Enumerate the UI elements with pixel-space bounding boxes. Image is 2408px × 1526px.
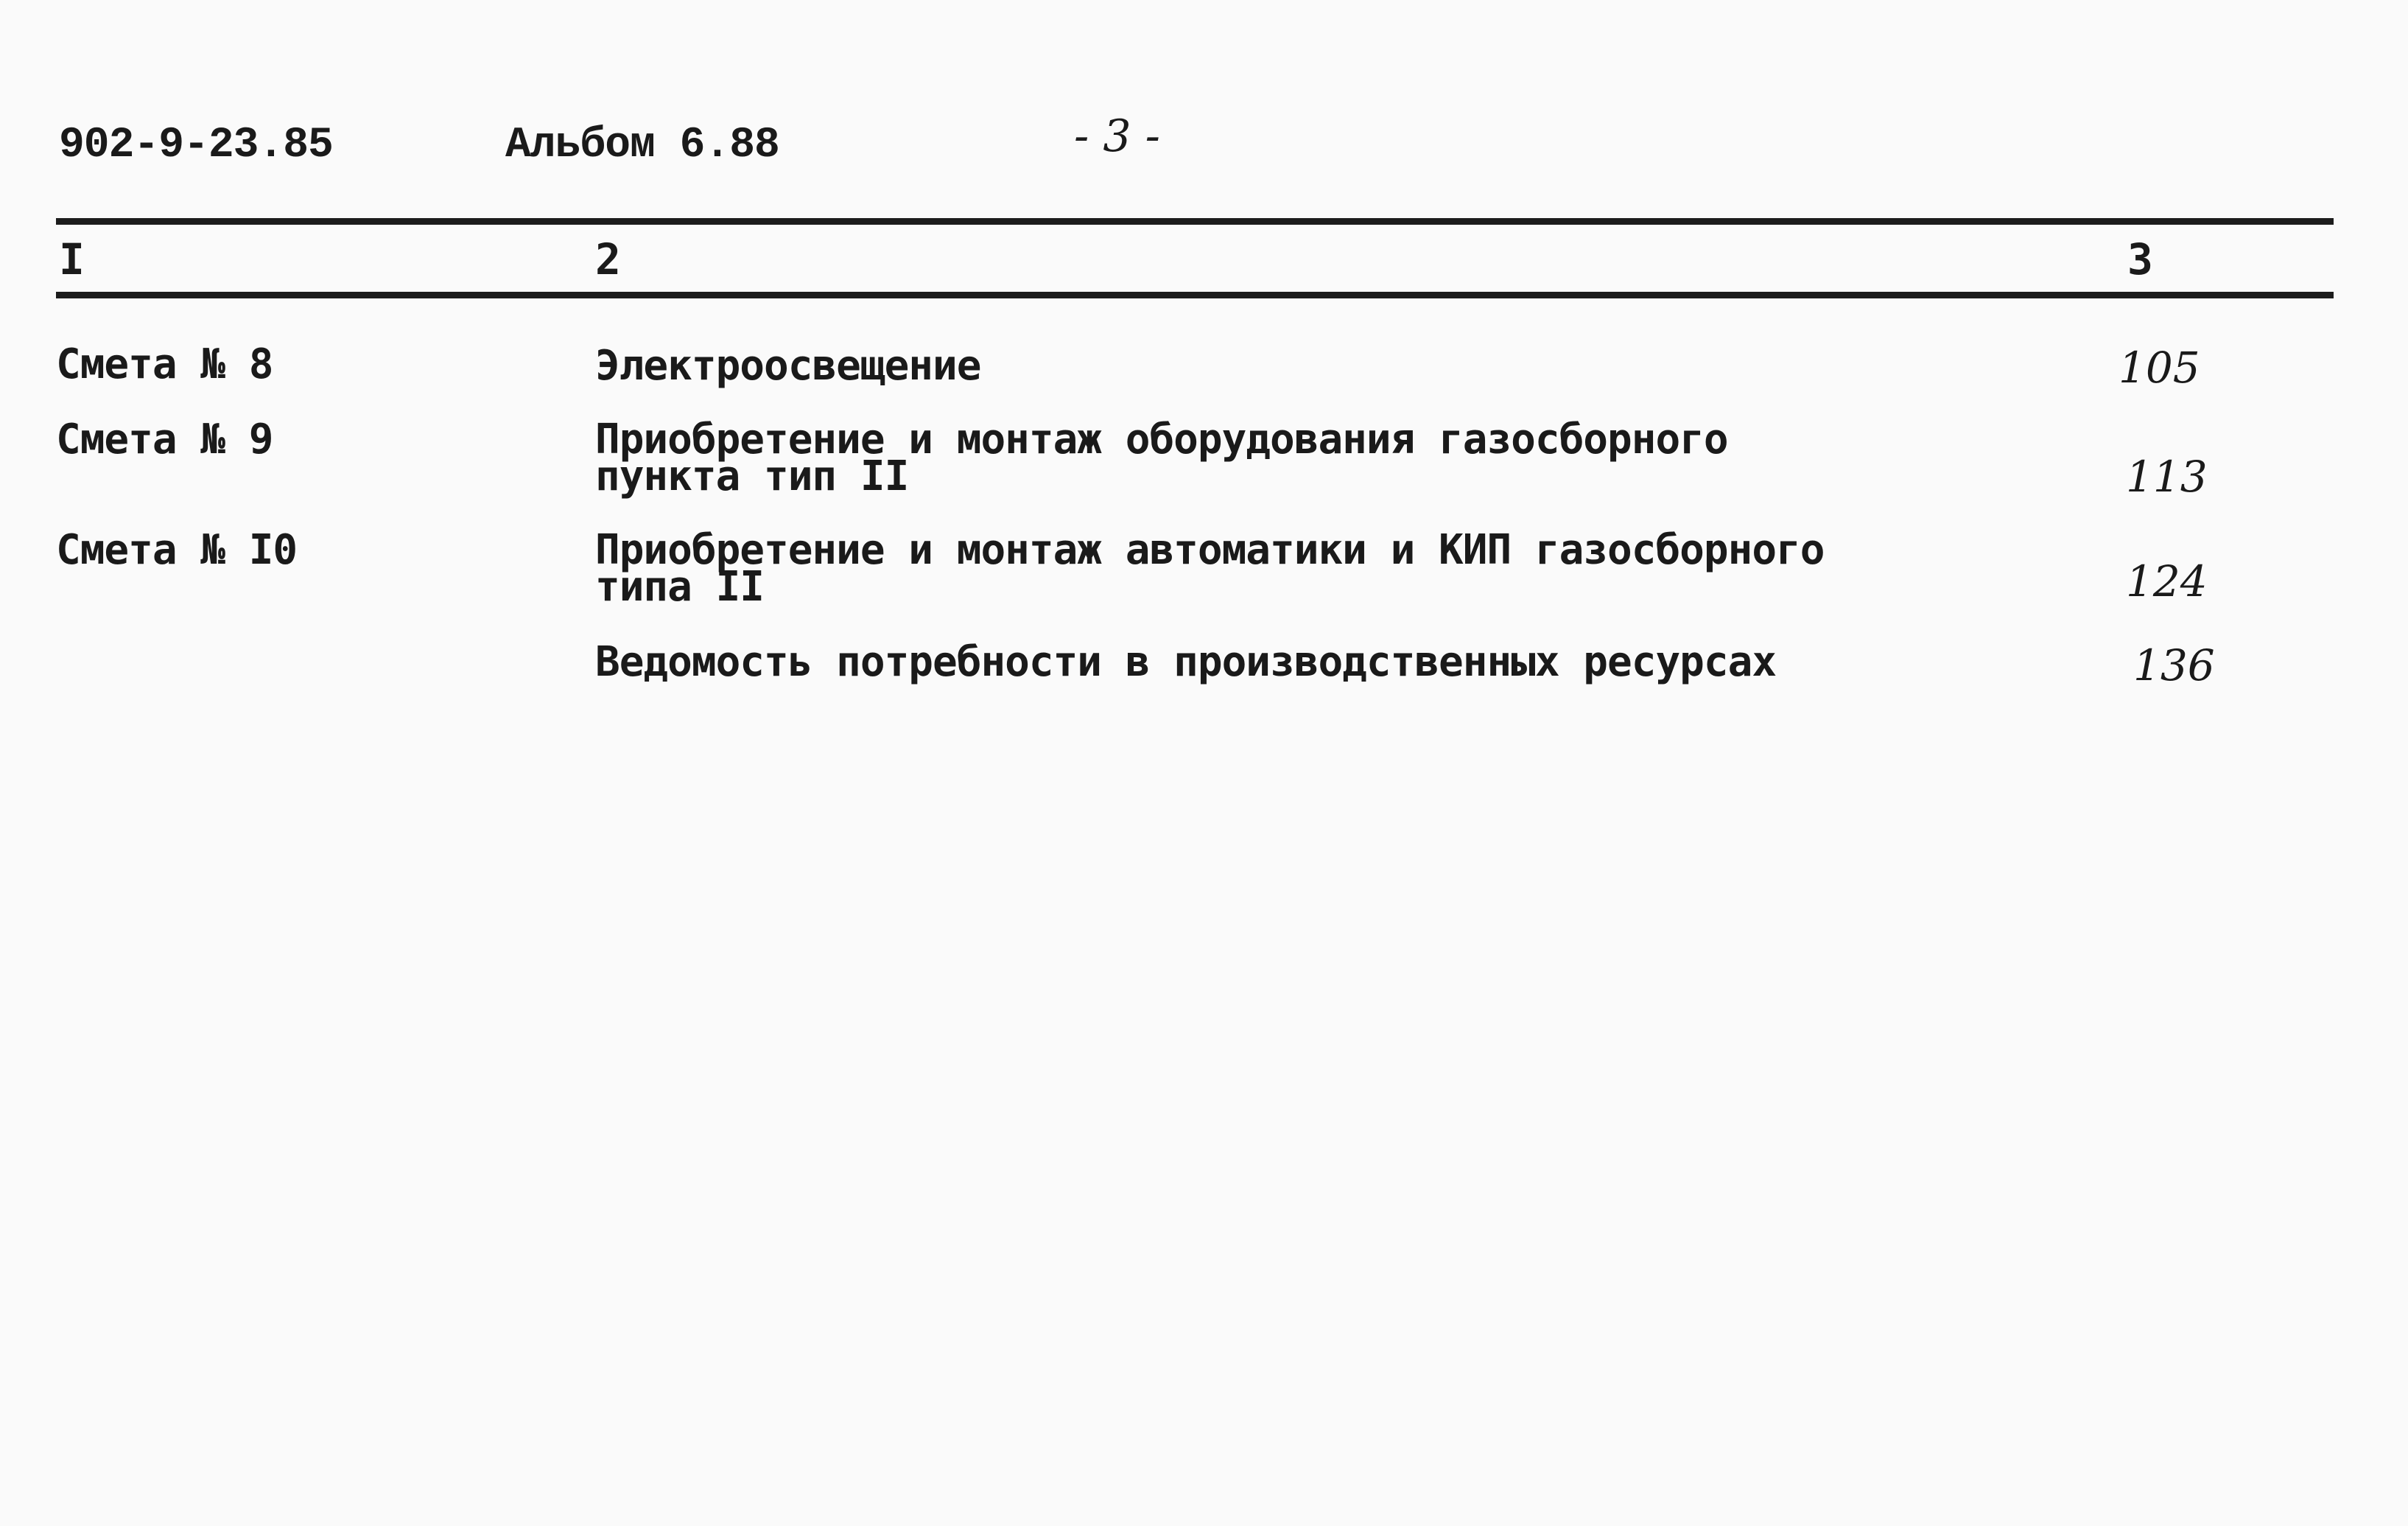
row-2-title-line-1: Приобретение и монтаж оборудования газосборного — [595, 416, 1728, 463]
row-4-page: 136 — [2133, 640, 2215, 690]
column-header-1: I — [59, 234, 85, 284]
table-top-rule — [56, 218, 2334, 225]
page-number: - 3 - — [1074, 111, 1160, 162]
row-4-title-line-1: Ведомость потребности в производственных ресурсах — [595, 638, 1777, 686]
row-2-title-line-2: пункта тип II — [595, 452, 909, 500]
column-header-2: 2 — [595, 234, 621, 284]
table-header-rule — [56, 292, 2334, 298]
row-2-page: 113 — [2126, 452, 2208, 502]
row-1-title-line-1: Электроосвещение — [595, 342, 981, 390]
row-1-estimate: Смета № 8 — [56, 340, 273, 388]
row-3-title-line-2: типа II — [595, 563, 765, 611]
column-header-3: 3 — [2127, 234, 2153, 284]
document-code: 902-9-23.85 — [59, 122, 333, 169]
album-number: Альбом 6.88 — [505, 122, 779, 169]
row-3-estimate: Смета № I0 — [56, 526, 298, 574]
row-3-title-line-1: Приобретение и монтаж автоматики и КИП газосборного — [595, 526, 1825, 574]
row-1-page: 105 — [2119, 343, 2200, 393]
row-3-page: 124 — [2126, 556, 2208, 606]
row-2-estimate: Смета № 9 — [56, 416, 273, 463]
